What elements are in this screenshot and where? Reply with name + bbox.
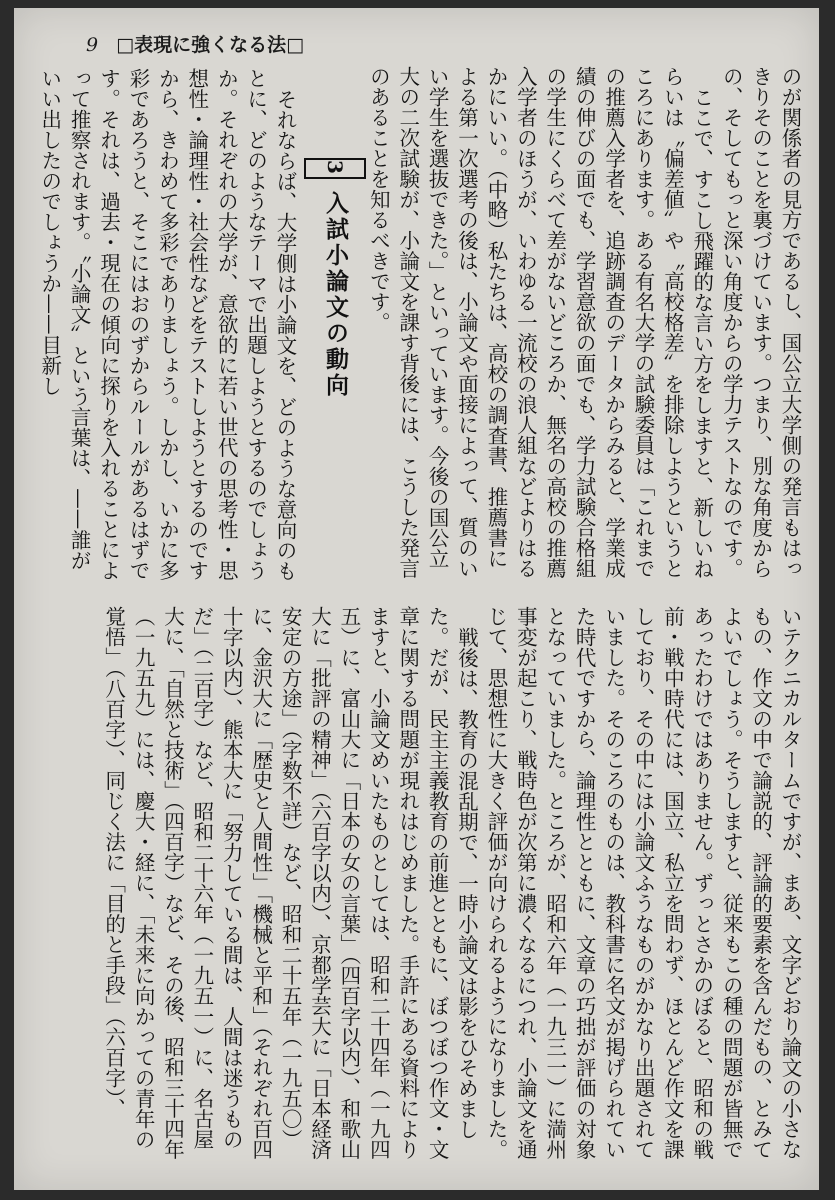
- book-page: [14, 8, 819, 1190]
- running-header: [86, 30, 304, 60]
- paragraph: 戦後は、教育の混乱期で、一時小論文は影をひそめました。だが、民主主義教育の前進とともに、ぼつぼつ作文・文章に関する問題が現れはじめました。手許にある資料によりますと、小論文めいたものとしては、昭和二十四年（一九四五）に、富山大に「日本の女の言葉」（四百字以内）、和歌山大に「批評の精神」（六百字以内）、京都学芸大に「日本経済安定の方途」（字数不詳）など、昭和二十五年（一九五〇）に、金沢大に「歴史と人間性」「機械と平和」（それぞれ百四十字以内）、熊本大に「努力している間は、人間は迷うものだ」（二百字）など、昭和二十六年（一九五一）に、名古屋大に、「自然と技術」（四百字）など、その後、昭和三十四年（一九五九）には、慶大・経に、「未来に向かっての青年の覚悟」（八百字）、同じく法に「目的と手段」（六百字）、: [101, 606, 479, 1160]
- paragraph: いテクニカルタームですが、まあ、文字どおり論文の小さなもの、作文の中で論説的、評論的要素を含んだもの、とみてよいでしょう。そうしますと、従来もこの種の問題が皆無であったわけではありません。ずっとさかのぼると、昭和の戦前・戦中時代には、国立、私立を問わず、ほとんど作文を課しており、その中には小論文ふうなものがかなり出題されていました。そのころのものは、教科書に名文が掲げられていた時代ですから、論理性とともに、文章の巧拙が評価の対象となっていました。ところが、昭和六年（一九三一）に満州事変が起こり、戦時色が次第に濃くなるにつれ、小論文を通じて、思想性に大きく評価が向けられるようになりました。: [483, 606, 802, 1160]
- paragraph: のが関係者の見方であるし、国公立大学側の発言もはっきりそのことを裏づけています。つまり、別な角度からの、そしてもっと深い角度からの学力テストなのです。: [719, 66, 802, 579]
- paragraph: ここで、すこし飛躍的な言い方をしますと、新しいねらいは〝偏差値〟や〝高校格差〟を排除しようというところにあります。ある有名大学の試験委員は「これまでの推薦入学者を、追跡調査のデータからみると、学業成績の伸びの面でも、学習意欲の面でも、学力試験合格組の学生にくらべて差がないどころか、無名の高校の推薦入学者のほうが、いわゆる一流校の浪人組などよりはるかにいい。（中略）私たちは、高校の調査書、推薦書による第一次選考の後は、小論文や面接によって、質のいい学生を選抜できた。」といっています。今後の国公立大の二次試験が、小論文を課す背後には、こうした発言のあることを知るべきです。: [366, 66, 714, 579]
- section-text-block: [37, 68, 299, 588]
- lower-text-block: [64, 606, 804, 1161]
- paragraph: それならば、大学側は小論文を、どのような意向のもとに、どのようなテーマで出題しようとするのでしょうか。それぞれの大学が、意欲的に若い世代の思考性・思想性・論理性・社会性などをテストしようとするのですから、きわめて多彩でありましょう。しかし、いかに多彩であろうと、そこにはおのずからルールがあるはずです。それは、過去・現在の傾向に探りを入れることによって推察されます。〝小論文〟という言葉は、——誰がいい出したのでしょうか——目新し: [37, 68, 297, 581]
- upper-text-block: [314, 66, 804, 586]
- header-title: □表現に強くなる法□: [116, 34, 305, 56]
- section-number-badge: 3: [304, 158, 366, 179]
- section-title: 入試小論文の動向: [322, 190, 349, 399]
- section-heading: [306, 158, 366, 478]
- page-number: 9: [86, 34, 99, 56]
